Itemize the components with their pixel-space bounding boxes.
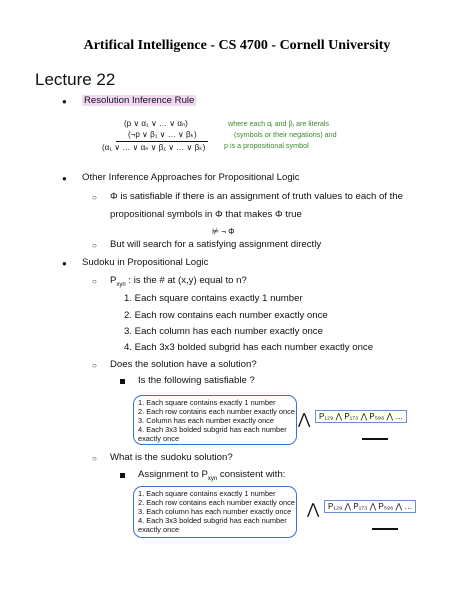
square-bullet [120, 473, 125, 478]
sudoku-rule-2: 2. Each row contains each number exactly once [124, 310, 328, 321]
box2-line-1: 1. Each square contains exactly 1 number [138, 489, 276, 498]
circle-bullet: ○ [92, 193, 97, 202]
other-approaches-label: Other Inference Approaches for Propositional Logic [82, 172, 300, 183]
conjunction-symbol: ⋀ [307, 501, 320, 518]
box1-line-2: 2. Each row contains each number exactly once [138, 407, 295, 416]
resolution-note-1: where each αⱼ and βⱼ are literals [228, 119, 330, 128]
resolution-premise-2: (¬p ∨ β₁ ∨ … ∨ βₖ) [128, 130, 197, 139]
sudoku-rule-1: 1. Each square contains exactly 1 number [124, 293, 303, 304]
assignment-expression-2: P₁₂₉ ⋀ P₁₇₃ ⋀ P₅₉₆ ⋀ … [324, 500, 416, 513]
conjunction-symbol: ⋀ [298, 411, 311, 428]
sudoku-label: Sudoku in Propositional Logic [82, 257, 209, 268]
assignment-subscript: xyn [207, 475, 218, 482]
bullet-dot: ● [62, 259, 67, 268]
circle-bullet: ○ [92, 454, 97, 463]
pxyn-subscript: xyn [116, 281, 126, 288]
pxyn-question: : is the # at (x,y) equal to n? [125, 275, 247, 286]
sudoku-solution-question: What is the sudoku solution? [110, 452, 233, 463]
pxyn-definition [110, 276, 247, 288]
resolution-highlight: Resolution Inference Rule [84, 95, 195, 106]
box2-line-2: 2. Each row contains each number exactly once [138, 498, 295, 507]
satisfiable-line-2: propositional symbols in Φ that makes Φ true [110, 209, 302, 220]
square-bullet [120, 379, 125, 384]
assignment-expression-1: P₁₂₉ ⋀ P₁₇₃ ⋀ P₅₉₆ ⋀ … [315, 410, 407, 423]
sudoku-rule-4: 4. Each 3x3 bolded subgrid has each number exactly once [124, 342, 374, 353]
circle-bullet: ○ [92, 361, 97, 370]
resolution-note-2: (symbols or their negations) and [234, 130, 337, 139]
satisfiable-question: Is the following satisfiable ? [138, 375, 255, 386]
box2-line-3: 3. Each column has each number exactly once [138, 507, 292, 516]
box1-line-3: 3. Column has each number exactly once [138, 416, 274, 425]
pxyn-symbol: P [110, 275, 117, 286]
satisfiable-line-1: Φ is satisfiable if there is an assignment of truth values to each of the [110, 191, 403, 202]
box1-line-5: exactly once [138, 434, 180, 443]
overline-mark [362, 438, 388, 440]
resolution-conclusion: (α₁ ∨ … ∨ αₙ ∨ β₁ ∨ … ∨ βₖ) [102, 143, 206, 152]
overline-mark [372, 528, 398, 530]
circle-bullet: ○ [92, 277, 97, 286]
sudoku-rule-3: 3. Each column has each number exactly once [124, 326, 323, 337]
bullet-dot: ● [62, 174, 67, 183]
box1-line-1: 1. Each square contains exactly 1 number [138, 398, 276, 407]
solution-question: Does the solution have a solution? [110, 359, 257, 370]
inference-rule-line [116, 141, 208, 142]
box2-line-4: 4. Each 3x3 bolded subgrid has each number [138, 516, 287, 525]
lecture-heading: Lecture 22 [35, 70, 116, 89]
box2-line-5: exactly once [138, 525, 180, 534]
resolution-note-3: p is a propositional symbol [224, 141, 309, 150]
box1-line-4: 4. Each 3x3 bolded subgrid has each number [138, 425, 287, 434]
not-entails-expression: ⊭ ¬ Φ [212, 227, 235, 236]
page-title: Artifical Intelligence - CS 4700 - Cornell University [83, 38, 391, 53]
search-line: But will search for a satisfying assignment directly [110, 239, 322, 250]
assignment-rest: consistent with: [217, 469, 286, 480]
assignment-prefix: Assignment to P [138, 469, 208, 480]
circle-bullet: ○ [92, 241, 97, 250]
bullet-dot: ● [62, 97, 67, 106]
resolution-label [82, 96, 196, 106]
resolution-premise-1: (p ∨ α₁ ∨ … ∨ αₙ) [124, 119, 188, 128]
assignment-line [138, 470, 285, 482]
